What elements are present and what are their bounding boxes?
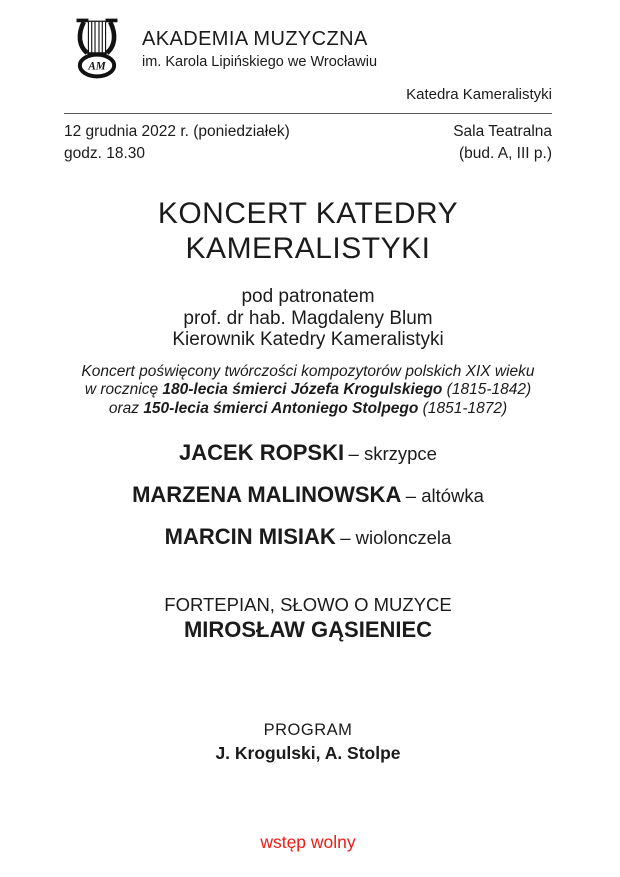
performer-row (64, 440, 552, 469)
meta-row-1 (64, 121, 552, 143)
institution-subtitle: im. Karola Lipińskiego we Wrocławiu (142, 54, 378, 70)
department-label: Katedra Kameralistyki (406, 86, 552, 103)
logo-monogram: AM (88, 59, 106, 72)
performer-name: MARCIN MISIAK (164, 524, 336, 550)
performer-instrument: – skrzypce (348, 443, 437, 465)
performer-instrument: – altówka (405, 485, 484, 507)
brand-text (142, 27, 377, 71)
pianist-name: MIROSŁAW GĄSIENIEC (183, 617, 433, 643)
patronage-line2: prof. dr hab. Magdaleny Blum (183, 307, 433, 329)
main-content (64, 196, 552, 853)
event-venue: Sala Teatralna (453, 123, 552, 140)
dedication-line1: Koncert poświęcony twórczości kompozytorów polskich XIX wieku (81, 362, 535, 380)
concert-title (64, 196, 552, 266)
program-composers: J. Krogulski, A. Stolpe (215, 743, 401, 764)
patronage-line1: pod patronatem (241, 286, 375, 308)
header-divider (64, 113, 552, 114)
concert-title-line1: KONCERT KATEDRY (157, 197, 459, 230)
performer-row (64, 524, 552, 553)
patronage-line3: Kierownik Katedry Kameralistyki (172, 329, 444, 351)
performers-list (64, 440, 552, 553)
concert-title-line2: KAMERALISTYKI (185, 232, 431, 265)
academy-brand (64, 16, 552, 82)
performer-name: JACEK ROPSKI (179, 440, 345, 466)
institution-name: AKADEMIA MUZYCZNA (142, 28, 368, 50)
pianist-block (64, 593, 552, 643)
program-block (64, 720, 552, 765)
pianist-role: FORTEPIAN, SŁOWO O MUZYCE (164, 594, 452, 616)
header (64, 16, 552, 165)
event-venue-detail: (bud. A, III p.) (458, 145, 552, 162)
anniversary-stolpe: 150-lecia śmierci Antoniego Stolpego (143, 399, 419, 417)
lyre-logo-icon (64, 15, 130, 84)
event-time: godz. 18.30 (64, 145, 146, 162)
anniversary-krogulski: 180-lecia śmierci Józefa Krogulskiego (162, 381, 443, 399)
dedication-block (64, 363, 552, 419)
meta-row-2 (64, 143, 552, 165)
dedication-line2: w rocznicę 180-lecia śmierci Józefa Krogulskiego (1815-1842) (84, 381, 532, 399)
event-date: 12 grudnia 2022 r. (poniedziałek) (64, 123, 290, 140)
performer-name: MARZENA MALINOWSKA (132, 482, 402, 508)
admission-notice: wstęp wolny (260, 832, 356, 853)
dedication-line3: oraz 150-lecia śmierci Antoniego Stolpego (1851-1872) (108, 399, 508, 417)
program-heading: PROGRAM (263, 721, 353, 740)
event-meta (64, 121, 552, 165)
patronage-block (64, 286, 552, 351)
performer-instrument: – wiolonczela (340, 527, 452, 549)
performer-row (64, 482, 552, 511)
